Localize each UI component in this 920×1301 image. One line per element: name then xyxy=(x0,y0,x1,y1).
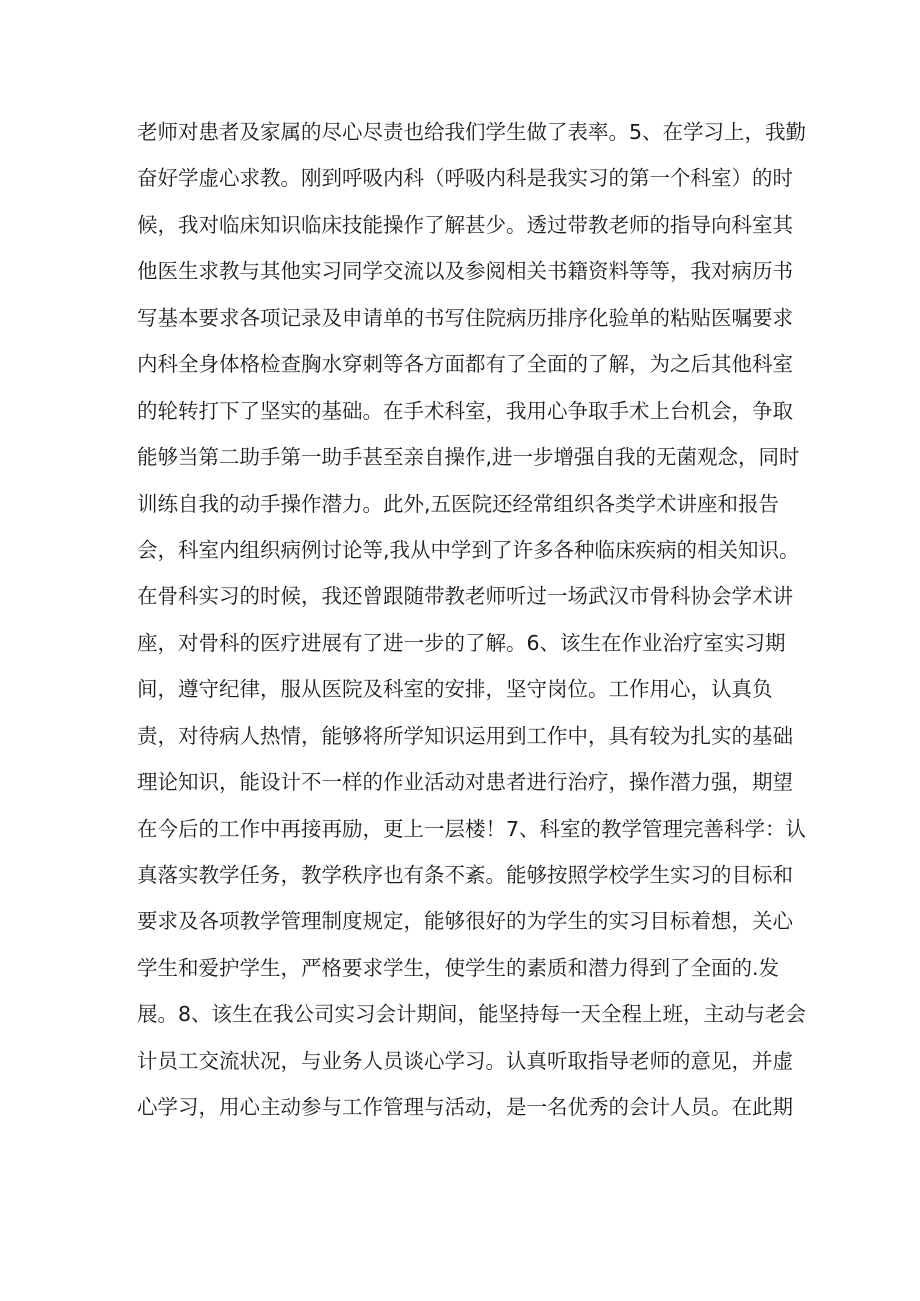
text-line: 训练自我的动手操作潜力。此外,五医院还经常组织各类学术讲座和报告 xyxy=(137,491,780,516)
text-line: 在骨科实习的时候，我还曾跟随带教老师听过一场武汉市骨科协会学术讲 xyxy=(137,584,793,609)
text-line: 学生和爱护学生，严格要求学生，使学生的素质和潜力得到了全面的.发 xyxy=(137,955,780,980)
text-line: 真落实教学任务，教学秩序也有条不紊。能够按照学校学生实习的目标和 xyxy=(137,863,793,887)
text-line: 计员工交流状况，与业务人员谈心学习。认真听取指导老师的意见，并虚 xyxy=(137,1048,793,1073)
document-body xyxy=(137,109,807,1131)
text-line: 候，我对临床知识临床技能操作了解甚少。透过带教老师的指导向科室其 xyxy=(137,212,793,237)
text-line: 内科全身体格检查胸水穿刺等各方面都有了全面的了解，为之后其他科室 xyxy=(137,352,793,377)
text-line: 责，对待病人热情，能够将所学知识运用到工作中，具有较为扎实的基础 xyxy=(137,723,793,748)
text-line: 奋好学虚心求教。刚到呼吸内科（呼吸内科是我实习的第一个科室）的时 xyxy=(137,166,793,191)
text-line: 要求及各项教学管理制度规定，能够很好的为学生的实习目标着想，关心 xyxy=(137,909,793,934)
text-line: 能够当第二助手第一助手甚至亲自操作,进一步增强自我的无菌观念，同时 xyxy=(137,445,800,470)
text-line: 理论知识，能设计不一样的作业活动对患者进行治疗，操作潜力强，期望 xyxy=(137,770,793,795)
text-line: 间，遵守纪律，服从医院及科室的安排，坚守岗位。工作用心，认真负 xyxy=(137,677,773,702)
text-line: 他医生求教与其他实习同学交流以及参阅相关书籍资料等等，我对病历书 xyxy=(137,259,793,284)
text-line: 老师对患者及家属的尽心尽责也给我们学生做了表率。5、在学习上，我勤 xyxy=(137,120,807,144)
text-line: 展。8、该生在我公司实习会计期间，能坚持每一天全程上班，主动与老会 xyxy=(137,1002,807,1027)
text-line: 在今后的工作中再接再励，更上一层楼！7、科室的教学管理完善科学：认 xyxy=(137,816,807,841)
text-line: 座，对骨科的医疗进展有了进一步的了解。6、该生在作业治疗室实习期 xyxy=(137,630,786,655)
text-line: 的轮转打下了坚实的基础。在手术科室，我用心争取手术上台机会，争取 xyxy=(137,398,793,423)
text-line: 心学习，用心主动参与工作管理与活动，是一名优秀的会计人员。在此期 xyxy=(137,1095,793,1120)
text-line: 会，科室内组织病例讨论等,我从中学到了许多各种临床疾病的相关知识。 xyxy=(137,537,800,562)
text-line: 写基本要求各项记录及申请单的书写住院病历排序化验单的粘贴医嘱要求 xyxy=(137,305,793,330)
